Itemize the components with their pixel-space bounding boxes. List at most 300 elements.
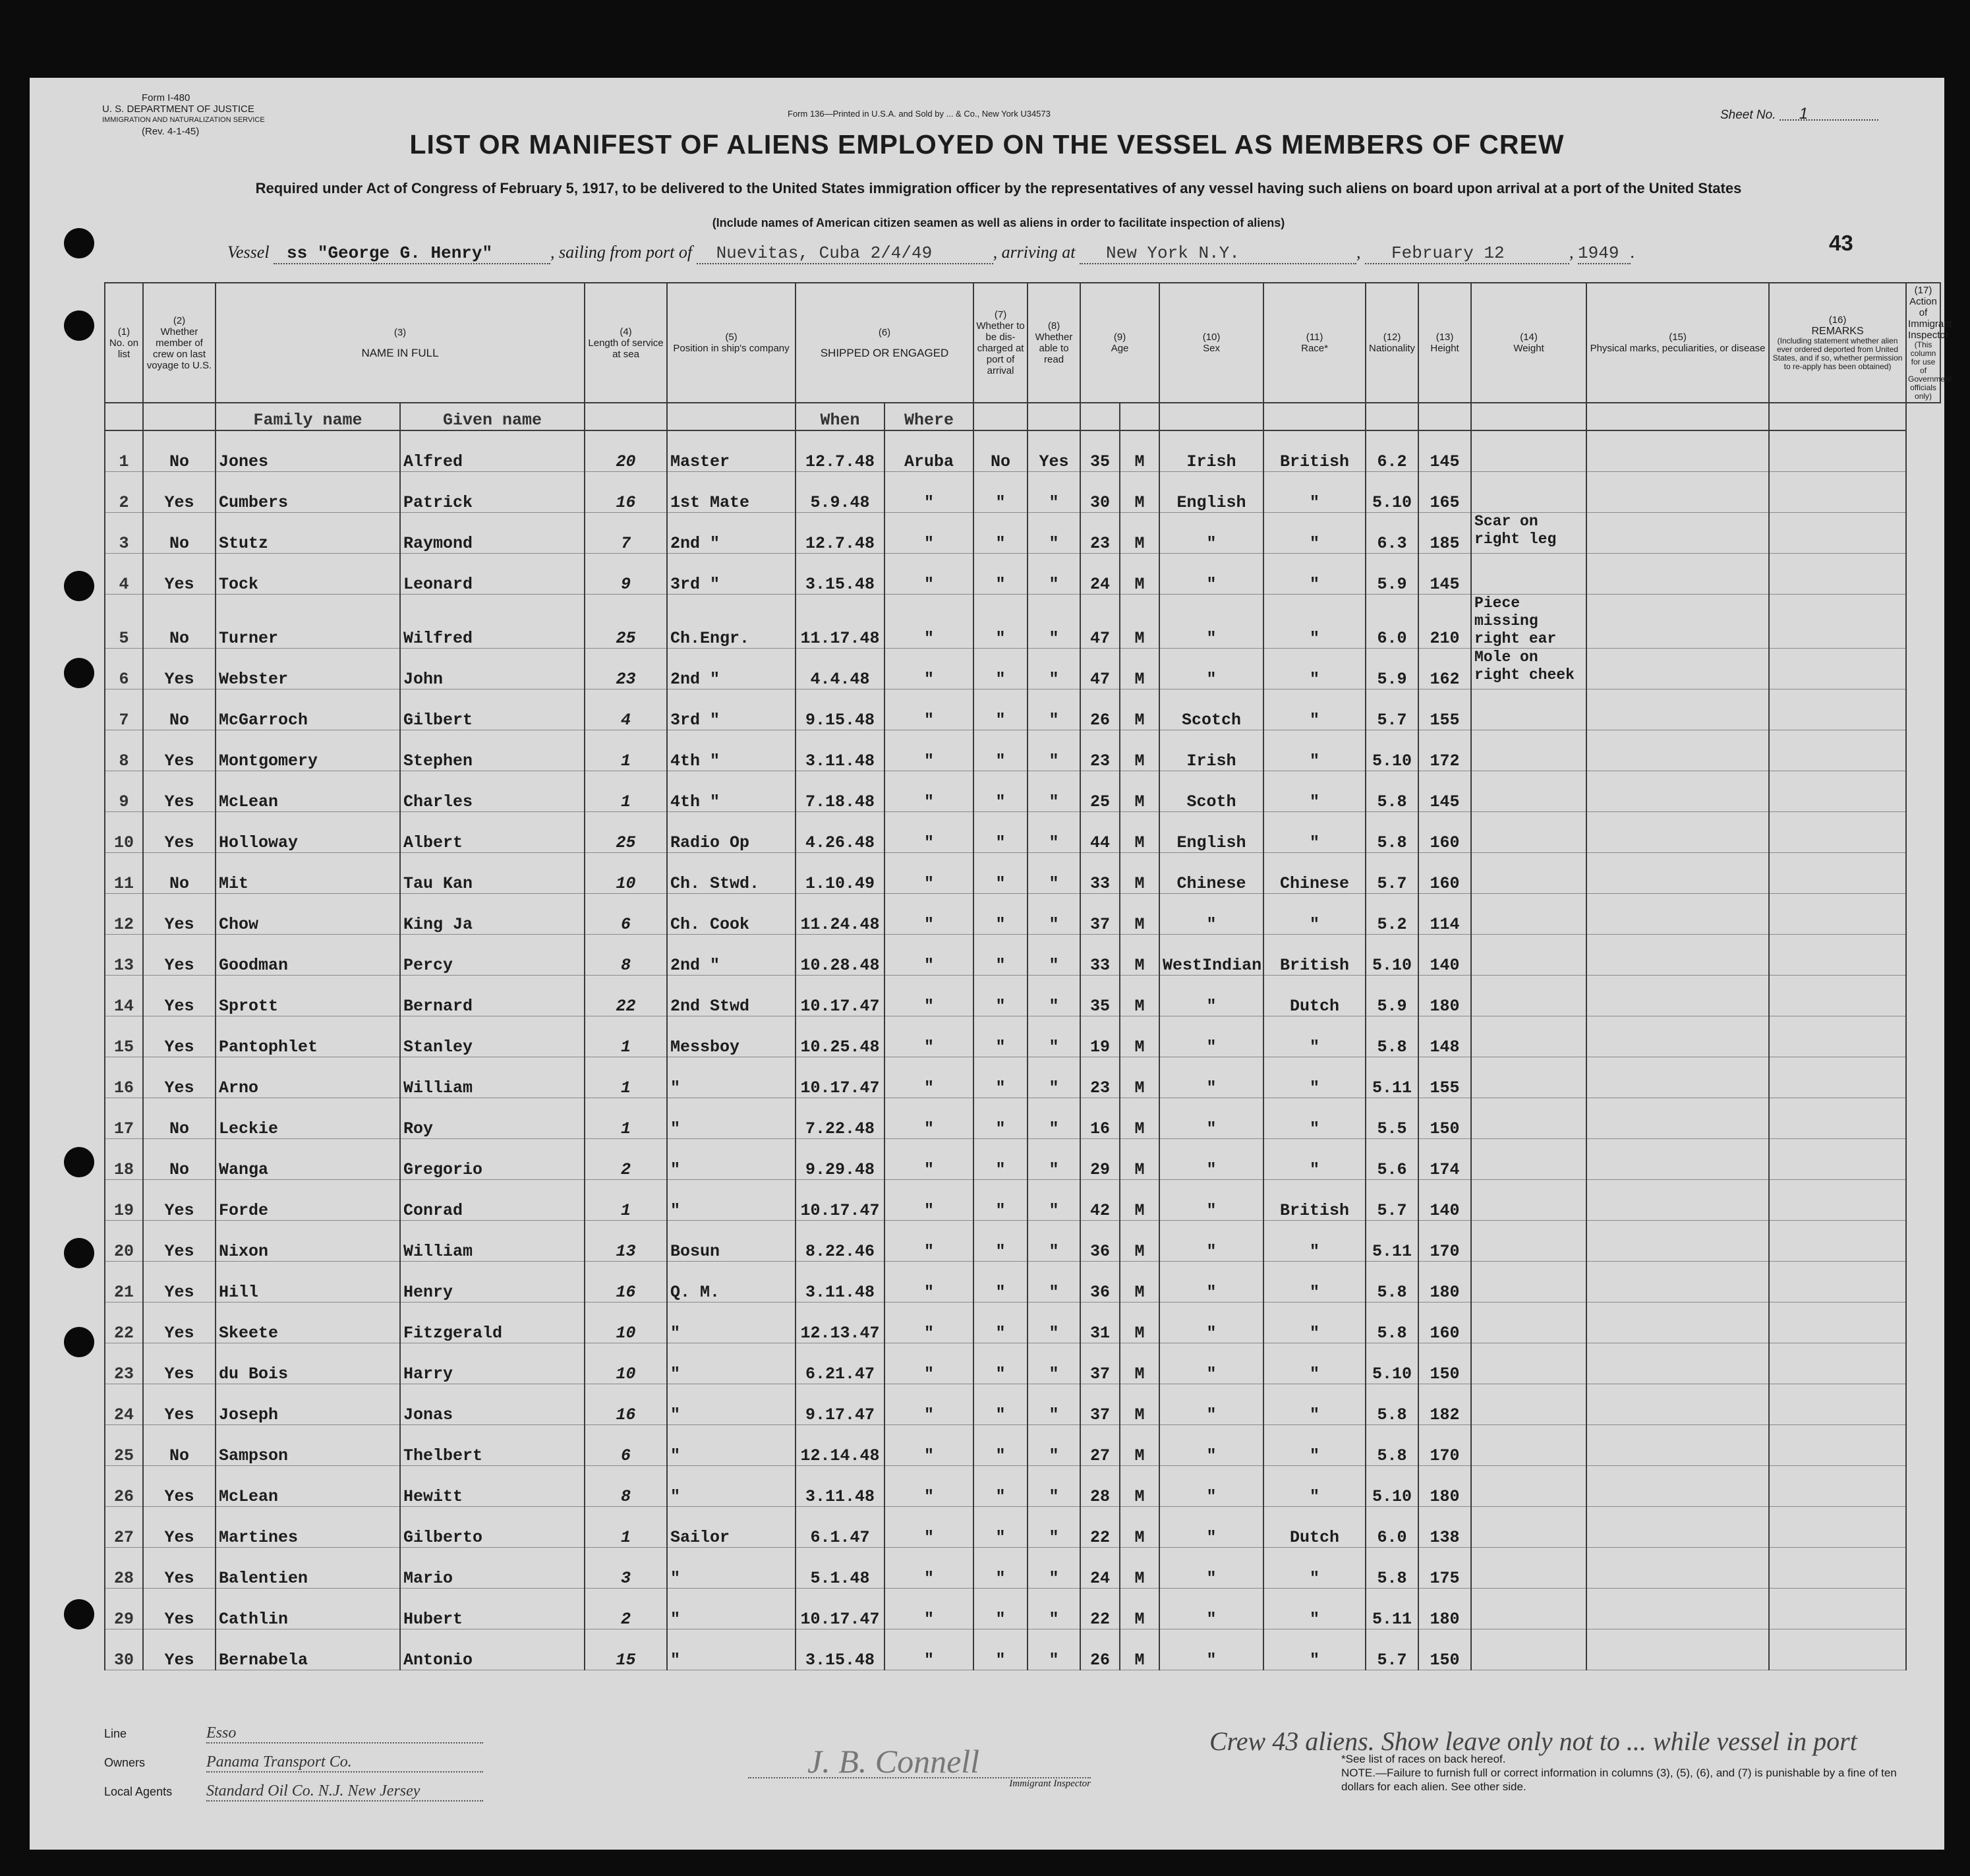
race: " xyxy=(1159,1180,1263,1221)
age: 27 xyxy=(1080,1425,1120,1466)
inspector-action xyxy=(1769,554,1906,595)
sex: M xyxy=(1120,1384,1159,1425)
family-name: Stutz xyxy=(216,513,400,554)
sex: M xyxy=(1120,1425,1159,1466)
nationality: " xyxy=(1263,1384,1366,1425)
to-be-discharged: " xyxy=(973,595,1028,649)
length-of-service: 16 xyxy=(585,472,667,513)
able-to-read: " xyxy=(1028,853,1080,894)
position: Bosun xyxy=(667,1221,796,1262)
physical-marks xyxy=(1471,1466,1586,1507)
row-number: 10 xyxy=(105,812,143,853)
nationality: " xyxy=(1263,595,1366,649)
to-be-discharged: " xyxy=(973,1466,1028,1507)
given-name: Gilberto xyxy=(400,1507,585,1548)
owners-value: Panama Transport Co. xyxy=(206,1753,483,1773)
physical-marks xyxy=(1471,853,1586,894)
race: Chinese xyxy=(1159,853,1263,894)
table-row xyxy=(105,1221,1940,1262)
race: " xyxy=(1159,1548,1263,1589)
race: " xyxy=(1159,1057,1263,1098)
table-row xyxy=(105,1262,1940,1303)
row-number: 2 xyxy=(105,472,143,513)
physical-marks: Piece missing right ear xyxy=(1471,595,1586,649)
inspector-action xyxy=(1769,1425,1906,1466)
to-be-discharged: " xyxy=(973,1303,1028,1343)
last-voyage: Yes xyxy=(143,894,216,935)
shipped-where: " xyxy=(884,935,973,976)
age: 16 xyxy=(1080,1098,1120,1139)
sex: M xyxy=(1120,894,1159,935)
col-discharged-header: (7) Whether to be dis-charged at port of arrival xyxy=(973,283,1028,403)
sheet-label: Sheet No. xyxy=(1720,108,1776,122)
remarks xyxy=(1586,894,1769,935)
nationality: " xyxy=(1263,1057,1366,1098)
height: 5.8 xyxy=(1366,1384,1418,1425)
subheader-blank xyxy=(1159,403,1263,430)
remarks xyxy=(1586,1466,1769,1507)
able-to-read: " xyxy=(1028,472,1080,513)
table-row xyxy=(105,1425,1940,1466)
owners-label: Owners xyxy=(104,1756,146,1769)
row-number: 17 xyxy=(105,1098,143,1139)
penalty-note: NOTE.—Failure to furnish full or correct information in columns (3), (5), (6), and (7) is punishable by a fine of ten dollars for each alien. See other side. xyxy=(1341,1767,1897,1793)
given-name: Raymond xyxy=(400,513,585,554)
length-of-service: 2 xyxy=(585,1139,667,1180)
row-number: 15 xyxy=(105,1016,143,1057)
to-be-discharged: " xyxy=(973,1629,1028,1670)
nationality: " xyxy=(1263,1629,1366,1670)
weight: 180 xyxy=(1418,1466,1471,1507)
race: Scoth xyxy=(1159,771,1263,812)
remarks xyxy=(1586,1221,1769,1262)
height: 5.11 xyxy=(1366,1589,1418,1629)
able-to-read: " xyxy=(1028,1057,1080,1098)
remarks xyxy=(1586,730,1769,771)
position: " xyxy=(667,1425,796,1466)
line-value: Esso xyxy=(206,1724,483,1744)
inspector-label: Immigrant Inspector xyxy=(748,1777,1091,1790)
sex: M xyxy=(1120,853,1159,894)
to-be-discharged: " xyxy=(973,513,1028,554)
table-subheader xyxy=(105,403,1940,430)
able-to-read: " xyxy=(1028,1098,1080,1139)
family-name: Montgomery xyxy=(216,730,400,771)
height: 5.2 xyxy=(1366,894,1418,935)
length-of-service: 25 xyxy=(585,812,667,853)
nationality: Dutch xyxy=(1263,1507,1366,1548)
length-of-service: 6 xyxy=(585,894,667,935)
height: 6.0 xyxy=(1366,1507,1418,1548)
weight: 160 xyxy=(1418,853,1471,894)
nationality: British xyxy=(1263,430,1366,472)
given-name: Thelbert xyxy=(400,1425,585,1466)
race: WestIndian xyxy=(1159,935,1263,976)
to-be-discharged: " xyxy=(973,976,1028,1016)
height: 5.9 xyxy=(1366,554,1418,595)
length-of-service: 8 xyxy=(585,1466,667,1507)
inspector-action xyxy=(1769,1629,1906,1670)
punch-hole xyxy=(64,1238,94,1268)
nationality: Chinese xyxy=(1263,853,1366,894)
table-row xyxy=(105,1629,1940,1670)
row-number: 19 xyxy=(105,1180,143,1221)
sex: M xyxy=(1120,1016,1159,1057)
shipped-where: " xyxy=(884,1548,973,1589)
race: " xyxy=(1159,1262,1263,1303)
sheet-number-block xyxy=(1720,105,1878,123)
shipped-when: 10.17.47 xyxy=(796,976,884,1016)
length-of-service: 16 xyxy=(585,1384,667,1425)
table-row xyxy=(105,1057,1940,1098)
table-row xyxy=(105,1139,1940,1180)
position: 2nd Stwd xyxy=(667,976,796,1016)
race: " xyxy=(1159,976,1263,1016)
col-service-header: (4) Length of service at sea xyxy=(585,283,667,403)
col-nationality-header: (12) Nationality xyxy=(1366,283,1418,403)
given-name: Antonio xyxy=(400,1629,585,1670)
able-to-read: Yes xyxy=(1028,430,1080,472)
shipped-where: " xyxy=(884,1425,973,1466)
shipped-where: " xyxy=(884,1180,973,1221)
given-name: William xyxy=(400,1221,585,1262)
table-row xyxy=(105,1589,1940,1629)
inspector-action xyxy=(1769,513,1906,554)
last-voyage: Yes xyxy=(143,812,216,853)
age: 23 xyxy=(1080,730,1120,771)
position: " xyxy=(667,1629,796,1670)
given-name: Hubert xyxy=(400,1589,585,1629)
able-to-read: " xyxy=(1028,894,1080,935)
given-name: Stanley xyxy=(400,1016,585,1057)
position: 3rd " xyxy=(667,554,796,595)
physical-marks xyxy=(1471,1589,1586,1629)
able-to-read: " xyxy=(1028,812,1080,853)
race: " xyxy=(1159,513,1263,554)
shipped-where: " xyxy=(884,472,973,513)
punch-hole xyxy=(64,228,94,258)
row-number: 27 xyxy=(105,1507,143,1548)
given-name: King Ja xyxy=(400,894,585,935)
shipped-where: " xyxy=(884,1343,973,1384)
shipped-where: " xyxy=(884,1057,973,1098)
to-be-discharged: " xyxy=(973,1098,1028,1139)
able-to-read: " xyxy=(1028,689,1080,730)
row-number: 18 xyxy=(105,1139,143,1180)
shipped-where: " xyxy=(884,1466,973,1507)
race: " xyxy=(1159,1343,1263,1384)
shipped-where: " xyxy=(884,1384,973,1425)
given-name: Hewitt xyxy=(400,1466,585,1507)
last-voyage: No xyxy=(143,595,216,649)
height: 5.8 xyxy=(1366,1016,1418,1057)
remarks xyxy=(1586,472,1769,513)
height: 5.8 xyxy=(1366,1303,1418,1343)
physical-marks xyxy=(1471,1303,1586,1343)
crew-table xyxy=(104,282,1952,1670)
inspector-action xyxy=(1769,595,1906,649)
able-to-read: " xyxy=(1028,1262,1080,1303)
remarks xyxy=(1586,1589,1769,1629)
position: 1st Mate xyxy=(667,472,796,513)
row-number: 30 xyxy=(105,1629,143,1670)
table-row xyxy=(105,730,1940,771)
family-name: Forde xyxy=(216,1180,400,1221)
length-of-service: 25 xyxy=(585,595,667,649)
age: 24 xyxy=(1080,554,1120,595)
weight: 170 xyxy=(1418,1221,1471,1262)
inspector-action xyxy=(1769,935,1906,976)
row-number: 29 xyxy=(105,1589,143,1629)
age: 30 xyxy=(1080,472,1120,513)
physical-marks xyxy=(1471,1139,1586,1180)
shipped-when: 12.13.47 xyxy=(796,1303,884,1343)
page-title: LIST OR MANIFEST OF ALIENS EMPLOYED ON THE VESSEL AS MEMBERS OF CREW xyxy=(409,129,1565,160)
height: 5.9 xyxy=(1366,649,1418,689)
able-to-read: " xyxy=(1028,554,1080,595)
family-name: du Bois xyxy=(216,1343,400,1384)
table-row xyxy=(105,894,1940,935)
sex: M xyxy=(1120,812,1159,853)
weight: 155 xyxy=(1418,1057,1471,1098)
nationality: " xyxy=(1263,554,1366,595)
position: 2nd " xyxy=(667,935,796,976)
sex: M xyxy=(1120,730,1159,771)
given-name: Stephen xyxy=(400,730,585,771)
col-read-header: (8) Whether able to read xyxy=(1028,283,1080,403)
row-number: 5 xyxy=(105,595,143,649)
position: " xyxy=(667,1057,796,1098)
length-of-service: 1 xyxy=(585,1057,667,1098)
shipped-where: " xyxy=(884,1303,973,1343)
position: Ch. Cook xyxy=(667,894,796,935)
shipped-when: 12.7.48 xyxy=(796,430,884,472)
shipped-when: 9.29.48 xyxy=(796,1139,884,1180)
position: " xyxy=(667,1466,796,1507)
position: Q. M. xyxy=(667,1262,796,1303)
shipped-when: 9.17.47 xyxy=(796,1384,884,1425)
height: 5.10 xyxy=(1366,1343,1418,1384)
age: 33 xyxy=(1080,853,1120,894)
age: 19 xyxy=(1080,1016,1120,1057)
able-to-read: " xyxy=(1028,730,1080,771)
agents-label: Local Agents xyxy=(104,1785,173,1798)
nationality: " xyxy=(1263,689,1366,730)
weight: 180 xyxy=(1418,976,1471,1016)
shipped-when: 7.22.48 xyxy=(796,1098,884,1139)
race: " xyxy=(1159,1016,1263,1057)
table-row xyxy=(105,771,1940,812)
nationality: Dutch xyxy=(1263,976,1366,1016)
age: 36 xyxy=(1080,1221,1120,1262)
nationality: " xyxy=(1263,1466,1366,1507)
subheader-blank xyxy=(1120,403,1159,430)
height: 5.7 xyxy=(1366,689,1418,730)
footer-agents xyxy=(104,1782,483,1802)
to-be-discharged: " xyxy=(973,771,1028,812)
physical-marks xyxy=(1471,1507,1586,1548)
sex: M xyxy=(1120,1221,1159,1262)
weight: 145 xyxy=(1418,430,1471,472)
weight: 140 xyxy=(1418,1180,1471,1221)
position: " xyxy=(667,1303,796,1343)
vessel-name: ss "George G. Henry" xyxy=(274,243,550,264)
table-row xyxy=(105,1303,1940,1343)
shipped-where: " xyxy=(884,554,973,595)
remarks xyxy=(1586,1016,1769,1057)
weight: 162 xyxy=(1418,649,1471,689)
shipped-when: 3.11.48 xyxy=(796,730,884,771)
footer-line xyxy=(104,1724,483,1744)
age: 24 xyxy=(1080,1548,1120,1589)
col-no-header: (1) No. on list xyxy=(105,283,143,403)
last-voyage: Yes xyxy=(143,1589,216,1629)
table-row xyxy=(105,935,1940,976)
given-name: Gilbert xyxy=(400,689,585,730)
last-voyage: Yes xyxy=(143,935,216,976)
to-be-discharged: " xyxy=(973,1507,1028,1548)
row-number: 11 xyxy=(105,853,143,894)
table-row xyxy=(105,1384,1940,1425)
given-name: Jonas xyxy=(400,1384,585,1425)
family-name: Arno xyxy=(216,1057,400,1098)
race: Irish xyxy=(1159,730,1263,771)
age: 25 xyxy=(1080,771,1120,812)
physical-marks xyxy=(1471,976,1586,1016)
table-row xyxy=(105,595,1940,649)
subheader-blank xyxy=(973,403,1028,430)
height: 5.6 xyxy=(1366,1139,1418,1180)
row-number: 9 xyxy=(105,771,143,812)
arrival-date: February 12 xyxy=(1365,243,1569,264)
row-number: 4 xyxy=(105,554,143,595)
physical-marks xyxy=(1471,430,1586,472)
height: 5.8 xyxy=(1366,1262,1418,1303)
age: 26 xyxy=(1080,689,1120,730)
physical-marks xyxy=(1471,1180,1586,1221)
inspector-action xyxy=(1769,649,1906,689)
sex: M xyxy=(1120,1057,1159,1098)
last-voyage: Yes xyxy=(143,976,216,1016)
col-remarks-header: (16) REMARKS (Including statement whether alien ever ordered deported from United States, and if so, whether permission to re-apply has been obtained) xyxy=(1769,283,1906,403)
family-name: Nixon xyxy=(216,1221,400,1262)
physical-marks xyxy=(1471,1425,1586,1466)
given-name: Albert xyxy=(400,812,585,853)
position: " xyxy=(667,1548,796,1589)
inspector-action xyxy=(1769,1303,1906,1343)
subheader-blank xyxy=(143,403,216,430)
age: 22 xyxy=(1080,1507,1120,1548)
length-of-service: 2 xyxy=(585,1589,667,1629)
col-last-voyage-header: (2) Whether member of crew on last voyage to U.S. xyxy=(143,283,216,403)
family-name: Chow xyxy=(216,894,400,935)
race: " xyxy=(1159,1425,1263,1466)
inspector-action xyxy=(1769,430,1906,472)
position: Sailor xyxy=(667,1507,796,1548)
punch-hole xyxy=(64,1599,94,1629)
shipped-when: 1.10.49 xyxy=(796,853,884,894)
shipped-when: 6.1.47 xyxy=(796,1507,884,1548)
given-name: Bernard xyxy=(400,976,585,1016)
weight: 210 xyxy=(1418,595,1471,649)
weight: 150 xyxy=(1418,1098,1471,1139)
height: 6.2 xyxy=(1366,430,1418,472)
inspector-action xyxy=(1769,1384,1906,1425)
able-to-read: " xyxy=(1028,1466,1080,1507)
subheader-blank xyxy=(1028,403,1080,430)
able-to-read: " xyxy=(1028,771,1080,812)
nationality: " xyxy=(1263,894,1366,935)
sex: M xyxy=(1120,689,1159,730)
length-of-service: 23 xyxy=(585,649,667,689)
height: 5.8 xyxy=(1366,1548,1418,1589)
remarks xyxy=(1586,812,1769,853)
table-row xyxy=(105,1343,1940,1384)
page-subtitle: Required under Act of Congress of February 5, 1917, to be delivered to the United States immigration officer by the representatives of any vessel having such aliens on board upon arrival at a port of the United States xyxy=(255,180,1742,196)
punch-hole xyxy=(64,1327,94,1357)
row-number: 25 xyxy=(105,1425,143,1466)
shipped-when: 9.15.48 xyxy=(796,689,884,730)
shipped-when: 4.4.48 xyxy=(796,649,884,689)
inspector-action xyxy=(1769,1262,1906,1303)
age: 28 xyxy=(1080,1466,1120,1507)
race: " xyxy=(1159,894,1263,935)
table-row xyxy=(105,853,1940,894)
weight: 160 xyxy=(1418,1303,1471,1343)
race: " xyxy=(1159,1098,1263,1139)
age: 44 xyxy=(1080,812,1120,853)
length-of-service: 10 xyxy=(585,1303,667,1343)
to-be-discharged: " xyxy=(973,554,1028,595)
height: 5.9 xyxy=(1366,976,1418,1016)
weight: 145 xyxy=(1418,554,1471,595)
position: Radio Op xyxy=(667,812,796,853)
able-to-read: " xyxy=(1028,1343,1080,1384)
physical-marks: Scar on right leg xyxy=(1471,513,1586,554)
age: 31 xyxy=(1080,1303,1120,1343)
given-name: Harry xyxy=(400,1343,585,1384)
shipped-when: 3.11.48 xyxy=(796,1262,884,1303)
vessel-label: Vessel xyxy=(227,243,270,262)
page-number: 43 xyxy=(1829,231,1853,255)
length-of-service: 1 xyxy=(585,1016,667,1057)
given-name: Leonard xyxy=(400,554,585,595)
shipped-when: 10.17.47 xyxy=(796,1180,884,1221)
last-voyage: Yes xyxy=(143,649,216,689)
races-note: *See list of races on back hereof. xyxy=(1341,1753,1506,1765)
sex: M xyxy=(1120,430,1159,472)
to-be-discharged: " xyxy=(973,1180,1028,1221)
inspector-action xyxy=(1769,1343,1906,1384)
family-name: Sampson xyxy=(216,1425,400,1466)
shipped-where: " xyxy=(884,513,973,554)
given-name: Roy xyxy=(400,1098,585,1139)
shipped-when: 3.11.48 xyxy=(796,1466,884,1507)
race: English xyxy=(1159,812,1263,853)
able-to-read: " xyxy=(1028,1180,1080,1221)
length-of-service: 10 xyxy=(585,853,667,894)
shipped-where: Aruba xyxy=(884,430,973,472)
length-of-service: 8 xyxy=(585,935,667,976)
revision: (Rev. 4-1-45) xyxy=(142,126,200,137)
punch-hole xyxy=(64,571,94,601)
nationality: " xyxy=(1263,812,1366,853)
family-name: Sprott xyxy=(216,976,400,1016)
to-be-discharged: " xyxy=(973,1548,1028,1589)
shipped-where: " xyxy=(884,1139,973,1180)
row-number: 14 xyxy=(105,976,143,1016)
sex: M xyxy=(1120,935,1159,976)
